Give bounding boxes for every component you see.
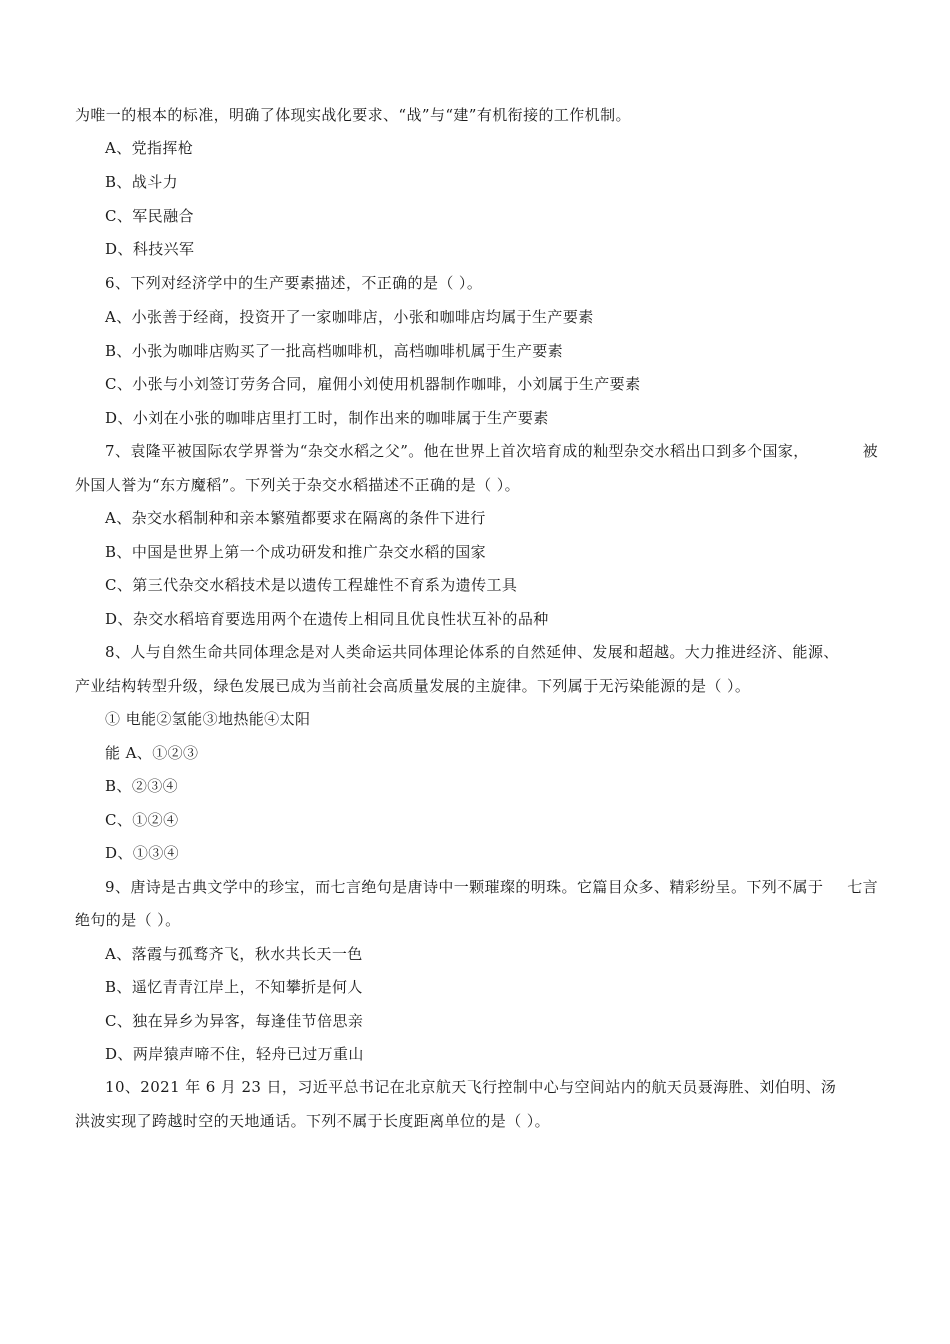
option-c: C、独在异乡为异客，每逢佳节倍思亲 (105, 1012, 364, 1030)
question-6: 6、下列对经济学中的生产要素描述，不正确的是（ ）。 (105, 274, 483, 292)
text-line: 绝句的是（ ）。 (75, 911, 181, 929)
option-d: D、两岸猿声啼不住，轻舟已过万重山 (105, 1045, 364, 1063)
option-c: C、军民融合 (105, 207, 194, 225)
option-b: B、②③④ (105, 777, 179, 795)
question-9 (0, 877, 950, 897)
question-text: 7、袁隆平被国际农学界誉为“杂交水稻之父”。他在世界上首次培育成的籼型杂交水稻出口到多个国家， (105, 442, 809, 460)
option-b: B、遥忆青青江岸上，不知攀折是何人 (105, 978, 363, 996)
text-line: 洪波实现了跨越时空的天地通话。下列不属于长度距离单位的是（ ）。 (75, 1112, 551, 1130)
question-text: 9、唐诗是古典文学中的珍宝，而七言绝句是唐诗中一颗璀璨的明珠。它篇目众多、精彩纷呈。下列不属于 (105, 878, 824, 896)
option-d: D、杂交水稻培育要选用两个在遗传上相同且优良性状互补的品种 (105, 610, 549, 628)
text-line: ① 电能②氢能③地热能④太阳 (105, 710, 311, 728)
option-c: C、第三代杂交水稻技术是以遗传工程雄性不育系为遗传工具 (105, 576, 518, 594)
option-d: D、①③④ (105, 844, 180, 862)
option-a: 能 A、①②③ (105, 744, 199, 762)
question-8: 8、人与自然生命共同体理念是对人类命运共同体理论体系的自然延伸、发展和超越。大力推进经济、能源、 (105, 643, 839, 661)
question-7 (0, 441, 950, 461)
question-text-tail: 七言 (847, 878, 878, 896)
option-b: B、战斗力 (105, 173, 179, 191)
option-c: C、小张与小刘签订劳务合同，雇佣小刘使用机器制作咖啡，小刘属于生产要素 (105, 375, 641, 393)
question-10: 10、2021 年 6 月 23 日，习近平总书记在北京航天飞行控制中心与空间站内的航天员聂海胜、刘伯明、汤 (105, 1078, 837, 1096)
option-b: B、小张为咖啡店购买了一批高档咖啡机，高档咖啡机属于生产要素 (105, 342, 564, 360)
text-line: 为唯一的根本的标准，明确了体现实战化要求、“战”与“建”有机衔接的工作机制。 (75, 106, 631, 124)
text-line: 外国人誉为“东方魔稻”。下列关于杂交水稻描述不正确的是（ ）。 (75, 476, 521, 494)
text-line: 产业结构转型升级，绿色发展已成为当前社会高质量发展的主旋律。下列属于无污染能源的是（ ）。 (75, 677, 751, 695)
option-a: A、杂交水稻制种和亲本繁殖都要求在隔离的条件下进行 (105, 509, 486, 527)
option-a: A、小张善于经商，投资开了一家咖啡店，小张和咖啡店均属于生产要素 (105, 308, 594, 326)
option-b: B、中国是世界上第一个成功研发和推广杂交水稻的国家 (105, 543, 487, 561)
option-d: D、小刘在小张的咖啡店里打工时，制作出来的咖啡属于生产要素 (105, 409, 549, 427)
question-text-tail: 被 (862, 442, 878, 460)
option-a: A、落霞与孤骛齐飞，秋水共长天一色 (105, 945, 363, 963)
option-a: A、党指挥枪 (105, 139, 194, 157)
option-c: C、①②④ (105, 811, 179, 829)
option-d: D、科技兴军 (105, 240, 195, 258)
